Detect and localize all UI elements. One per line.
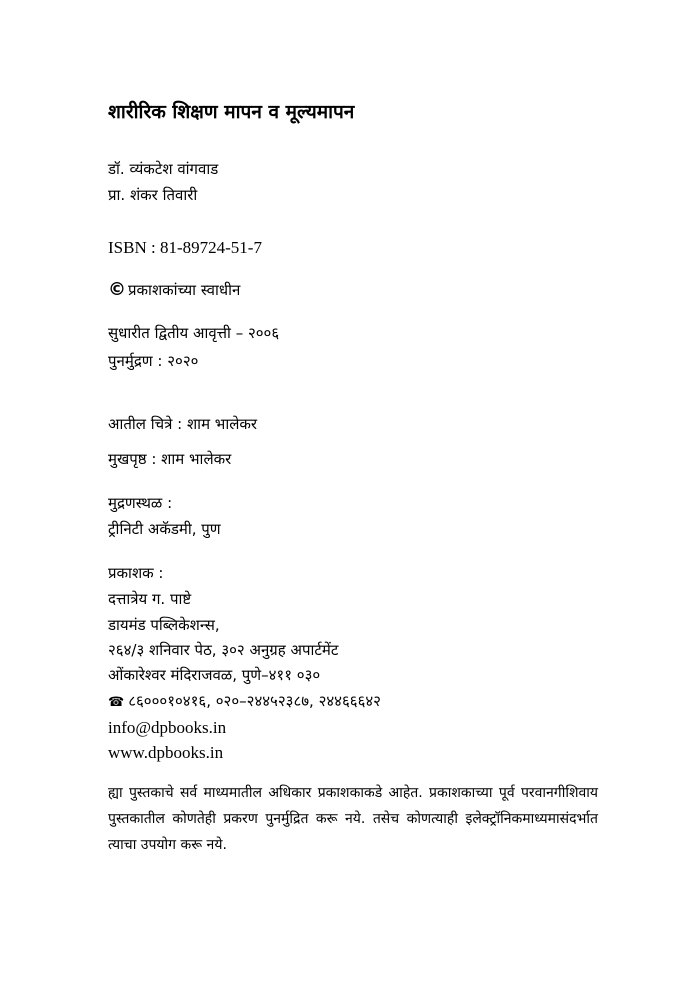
printing-place: ट्रीनिटी अकॅडमी, पुण: [108, 520, 221, 538]
website-link[interactable]: www.dpbooks.in: [108, 743, 224, 762]
copyright-line: [108, 278, 240, 302]
publisher-label: प्रकाशक :: [108, 564, 164, 582]
phone-line: [108, 689, 381, 715]
author-1: डॉ. व्यंकटेश वांगवाड: [108, 160, 219, 178]
publisher-address-1: २६४/३ शनिवार पेठ, ३०२ अनुग्रह अपार्टमेंट: [108, 641, 339, 659]
author-2: प्रा. शंकर तिवारी: [108, 186, 198, 204]
publisher-company: डायमंड पब्लिकेशन्स,: [108, 616, 220, 634]
edition: सुधारीत द्वितीय आवृत्ती – २००६: [108, 324, 280, 342]
illustrations-credit: आतील चित्रे : शाम भालेकर: [108, 415, 258, 433]
rights-notice: ह्या पुस्तकाचे सर्व माध्यमातील अधिकार प्रकाशकाकडे आहेत. प्रकाशकाच्या पूर्व परवानगीशिवाय पुस्तकातील कोणतेही प्रकरण पुनर्मुद्रित करू नये. तसेच कोणत्याही इलेक्ट्रॉनिकमाध्यमासंदर्भात त्याचा उपयोग करू नये.: [108, 785, 598, 853]
telephone-icon: ☎: [108, 695, 125, 710]
publisher-name: दत्तात्रेय ग. पाष्टे: [108, 590, 192, 608]
printing-label: मुद्रणस्थळ :: [108, 494, 173, 512]
book-title: शारीरिक शिक्षण मापन व मूल्यमापन: [108, 101, 355, 123]
publisher-address-2: ओंकारेश्वर मंदिराजवळ, पुणे–४११ ०३०: [108, 666, 321, 684]
phone-numbers: ८६०००१०४१६, ०२०–२४४५२३८७, २४४६६६४२: [128, 692, 381, 710]
reprint: पुनर्मुद्रण : २०२०: [108, 352, 199, 370]
isbn: ISBN : 81-89724-51-7: [108, 238, 262, 257]
email-link[interactable]: info@dpbooks.in: [108, 718, 227, 737]
cover-credit: मुखपृष्ठ : शाम भालेकर: [108, 450, 232, 468]
copyright-symbol: ©: [108, 279, 126, 300]
copyright-text: प्रकाशकांच्या स्वाधीन: [128, 281, 241, 299]
